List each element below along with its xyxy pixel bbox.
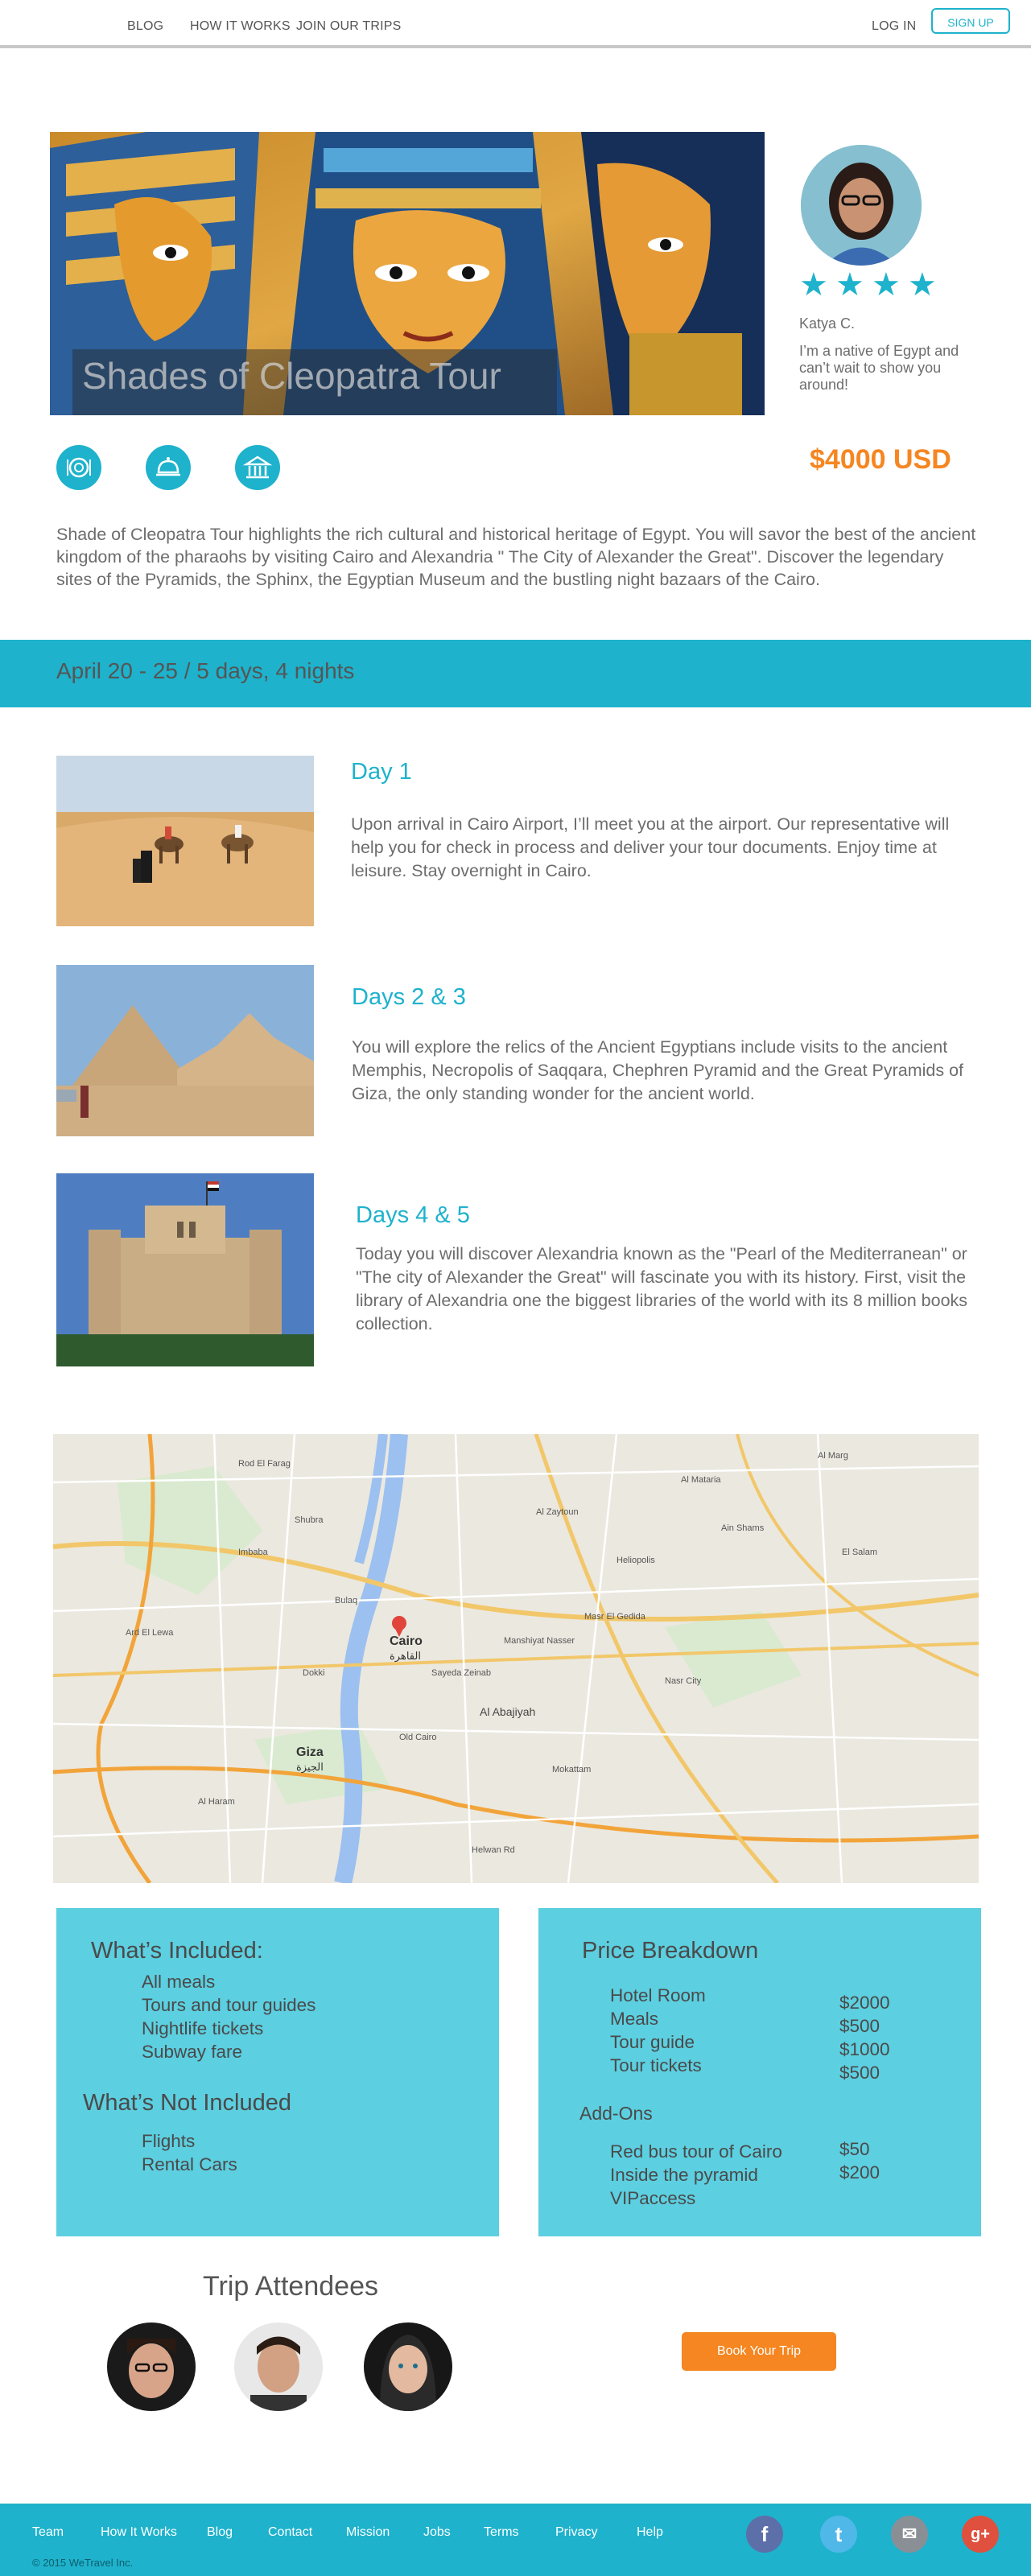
price-item: Tour tickets — [610, 2055, 702, 2075]
hero-image — [50, 132, 765, 415]
day1-description: Upon arrival in Cairo Airport, I’ll meet you at the airport. Our representative will help you for check in process and deliver your tour documents. Enjoy time at leisure. Stay overnight in Cairo. — [351, 814, 950, 880]
map-label: Ain Shams — [721, 1523, 765, 1533]
google-plus-icon[interactable]: g+ — [962, 2516, 999, 2553]
included-item: Subway fare — [142, 2042, 243, 2062]
included-title: What’s Included: — [91, 1938, 263, 1964]
desert-camels-photo — [56, 756, 314, 926]
login-link[interactable]: LOG IN — [872, 19, 917, 33]
map-label: Al Haram — [198, 1797, 235, 1807]
map-label: Al Marg — [818, 1451, 848, 1461]
included-item: Nightlife tickets — [142, 2018, 264, 2038]
facebook-icon[interactable]: f — [746, 2516, 783, 2553]
map-label: El Salam — [842, 1548, 878, 1557]
addon-value: $200 — [839, 2162, 880, 2182]
trip-attendees-title: Trip Attendees — [203, 2271, 378, 2302]
footer-link-terms[interactable]: Terms — [484, 2525, 519, 2539]
footer-link-how-it-works[interactable]: How It Works — [101, 2525, 177, 2539]
meals-icon — [56, 445, 101, 490]
sphinx-pyramid-photo — [56, 965, 314, 1136]
host-bio: I’m a native of Egypt and can’t wait to show you around! — [799, 343, 959, 393]
rating-star-icon: ★ — [872, 267, 901, 303]
day1-title: Day 1 — [351, 759, 412, 785]
host-avatar[interactable] — [801, 145, 922, 266]
footer-link-team[interactable]: Team — [32, 2525, 64, 2539]
day4-5-image — [56, 1173, 314, 1366]
attendee-avatar[interactable] — [107, 2323, 196, 2411]
rating-star-icon: ★ — [799, 267, 828, 303]
map-label: Al Mataria — [681, 1475, 721, 1485]
map-label-giza-ar: الجيزة — [296, 1761, 324, 1773]
hotel-service-icon — [146, 445, 191, 490]
tour-title: Shades of Cleopatra Tour — [82, 355, 501, 397]
footer-link-privacy[interactable]: Privacy — [555, 2525, 598, 2539]
attendee-avatar[interactable] — [234, 2323, 323, 2411]
map-label: Sayeda Zeinab — [431, 1668, 491, 1678]
cairo-map — [53, 1434, 979, 1883]
rating-star-icon: ★ — [835, 267, 864, 303]
map-label: Dokki — [303, 1668, 325, 1678]
citadel-photo — [56, 1173, 314, 1366]
tour-price: $4000 USD — [810, 444, 951, 475]
addon-item: VIPaccess — [610, 2188, 696, 2208]
tour-dates: April 20 - 25 / 5 days, 4 nights — [56, 658, 355, 683]
map-label: Rod El Farag — [238, 1459, 291, 1469]
map-label: Masr El Gedida — [584, 1612, 645, 1622]
attendee-avatar[interactable] — [364, 2323, 452, 2411]
price-value: $500 — [839, 2063, 880, 2083]
map-label: Mokattam — [552, 1765, 592, 1774]
footer-link-jobs[interactable]: Jobs — [423, 2525, 451, 2539]
host-name: Katya C. — [799, 315, 856, 332]
day2-3-image — [56, 965, 314, 1136]
rating-star-icon: ★ — [908, 267, 937, 303]
map-label: Manshiyat Nasser — [504, 1636, 575, 1646]
tour-map[interactable] — [53, 1434, 979, 1883]
map-label: Bulaq — [335, 1596, 358, 1605]
footer-link-help[interactable]: Help — [637, 2525, 663, 2539]
price-value: $2000 — [839, 1993, 890, 2013]
day2-3-title: Days 2 & 3 — [352, 984, 466, 1010]
price-value: $500 — [839, 2016, 880, 2036]
not-included-title: What’s Not Included — [83, 2090, 291, 2116]
nav-join-trips-link[interactable]: JOIN OUR TRIPS — [296, 19, 402, 33]
map-label-cairo: Cairo — [390, 1634, 423, 1648]
book-trip-button[interactable]: Book Your Trip — [682, 2332, 836, 2371]
map-label-abajiyah: Al Abajiyah — [480, 1705, 536, 1718]
day2-3-description: You will explore the relics of the Ancient Egyptians include visits to the ancient Memphis, Necropolis of Saqqara, Chephren Pyramid and the Great Pyramids of Giza, the only standing wonder for the ancient world. — [352, 1037, 964, 1103]
included-item: Tours and tour guides — [142, 1995, 316, 2015]
map-label: Ard El Lewa — [126, 1628, 174, 1638]
day1-image — [56, 756, 314, 926]
map-label: Al Zaytoun — [536, 1507, 579, 1517]
map-label-giza: Giza — [296, 1745, 324, 1759]
price-item: Hotel Room — [610, 1985, 706, 2005]
nav-blog-link[interactable]: BLOG — [127, 19, 164, 33]
map-label-cairo-ar: القاهرة — [390, 1650, 421, 1662]
day4-5-description: Today you will discover Alexandria known as the "Pearl of the Mediterranean" or "The city of Alexander the Great" will fascinate you with its history. First, visit the library of Alexandria one the biggest libraries of the world with its 8 million books collection. — [356, 1244, 968, 1333]
addon-value: $50 — [839, 2139, 870, 2159]
copyright: © 2015 WeTravel Inc. — [32, 2557, 134, 2569]
host-photo — [801, 145, 922, 266]
email-icon[interactable]: ✉ — [891, 2516, 928, 2553]
addon-item: Red bus tour of Cairo — [610, 2141, 782, 2162]
price-item: Tour guide — [610, 2032, 695, 2052]
not-included-item: Flights — [142, 2131, 196, 2151]
map-label: Heliopolis — [617, 1556, 655, 1565]
addon-item: Inside the pyramid — [610, 2165, 758, 2185]
map-label: Helwan Rd — [472, 1845, 515, 1855]
map-label: Old Cairo — [399, 1733, 437, 1742]
day4-5-title: Days 4 & 5 — [356, 1202, 470, 1228]
tour-description: Shade of Cleopatra Tour highlights the rich cultural and historical heritage of Egypt. You will savor the best of the ancient kingdom of the pharaohs by visiting Cairo and Alexandria " The City of Alexander the Great". Discover the legendary sites of the Pyramids, the Sphinx, the Egyptian Museum and the bustling night bazaars of the Cairo. — [56, 525, 976, 589]
price-value: $1000 — [839, 2039, 890, 2059]
map-label: Shubra — [295, 1515, 324, 1525]
footer-link-blog[interactable]: Blog — [207, 2525, 233, 2539]
signup-button[interactable]: SIGN UP — [931, 8, 1010, 34]
nav-how-it-works-link[interactable]: HOW IT WORKS — [190, 19, 291, 33]
footer-link-mission[interactable]: Mission — [346, 2525, 390, 2539]
footer-link-contact[interactable]: Contact — [268, 2525, 313, 2539]
museum-icon — [235, 445, 280, 490]
footer — [0, 2504, 1031, 2576]
map-label: Imbaba — [238, 1548, 268, 1557]
price-breakdown-title: Price Breakdown — [582, 1938, 759, 1964]
included-item: All meals — [142, 1972, 216, 1992]
price-item: Meals — [610, 2009, 659, 2029]
twitter-icon[interactable]: t — [820, 2516, 857, 2553]
addons-title: Add-Ons — [579, 2103, 653, 2124]
not-included-item: Rental Cars — [142, 2154, 237, 2174]
map-label: Nasr City — [665, 1676, 702, 1686]
